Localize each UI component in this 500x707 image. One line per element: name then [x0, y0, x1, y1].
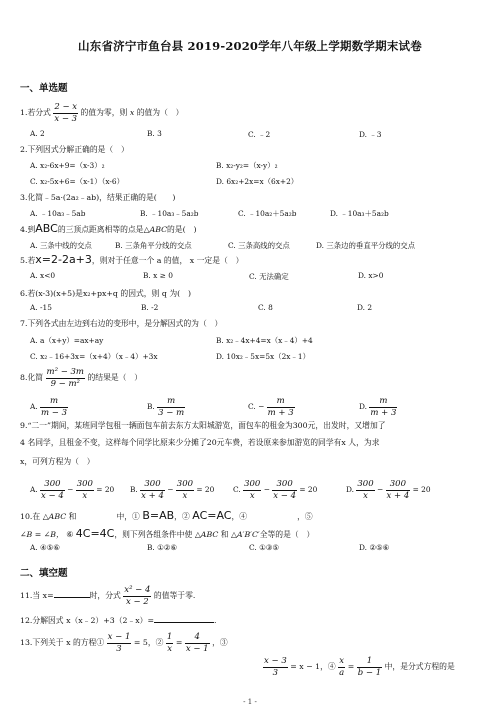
q10-option-b[interactable]: B. ①②⑥ — [147, 543, 178, 552]
q5-option-d[interactable]: D. x>0 — [358, 271, 384, 280]
question-1-stem: 1.若分式 $\frac{2 - x}{x - 3}$ 的值为零，则 x 的值为（ ） — [20, 102, 184, 124]
q4-option-b[interactable]: B. 三条角平分线的交点 — [115, 241, 192, 250]
question-13-line-2: $\frac{x - 3}{3}$ = x − 1，④ $\frac{x}{a}$ = $\frac{1}{b - 1}$ 中，是分式方程的是 — [264, 656, 455, 678]
q8-option-c[interactable]: C. − $\frac{m}{m + 3}$ — [248, 396, 294, 418]
question-12-stem: 12.分解因式 x（x﹣2）+3（2﹣x）= . — [20, 616, 217, 625]
q2-option-b[interactable]: B. x₂-y₂=（x-y）₂ — [216, 161, 278, 170]
q2-option-d[interactable]: D. 6x₂+2x=x（6x+2） — [216, 177, 299, 186]
question-7-stem: 7.下列各式由左边到右边的变形中，是分解因式的为（ ） — [20, 319, 223, 328]
question-6-stem: 6.若(x-3)(x+5)是x₂+px+q 的因式，则 q 为( ) — [20, 289, 192, 298]
q8-fraction: $\frac{\text{m² − 3m}}{\text{9 − m²}}$ — [46, 367, 84, 389]
q1-option-a[interactable]: A. 2 — [30, 129, 45, 138]
q9-option-a[interactable]: A. $\frac{300}{x - 4}$ − $\frac{300}{x}$ = 20 — [30, 479, 115, 501]
q8-option-d[interactable]: D. $\frac{m}{m + 3}$ — [359, 396, 397, 418]
q2-option-a[interactable]: A. x₂-6x+9=（x-3）₂ — [30, 161, 105, 170]
q12-answer-blank[interactable] — [154, 614, 214, 623]
section-fill-in: 二、填空题 — [20, 568, 68, 579]
q4-option-a[interactable]: A. 三条中线的交点 — [30, 241, 92, 250]
question-8-stem: 8.化简 $\frac{\text{m² − 3m}}{\text{9 − m²}}$ 的结果是（ ） — [20, 367, 143, 389]
q7-option-c[interactable]: C. x₂﹣16+3x=（x+4）（x﹣4）+3x — [30, 352, 158, 361]
q5-option-c[interactable]: C. 无法确定 — [249, 272, 289, 281]
q9-option-d[interactable]: D. $\frac{300}{x}$ − $\frac{300}{x + 4}$ = 20 — [346, 479, 431, 501]
page-number: - 1 - — [243, 698, 257, 706]
q2-option-c[interactable]: C. x₂-5x+6=（x-1）（x-6） — [30, 177, 125, 186]
q3-option-b[interactable]: B. ﹣10a₃﹣5a₂b — [140, 209, 199, 218]
q3-option-c[interactable]: C. ﹣10a₂＋5a₂b — [238, 209, 297, 218]
q4-option-c[interactable]: C. 三条高线的交点 — [228, 241, 290, 250]
exam-title: 山东省济宁市鱼台县 2019-2020学年八年级上学期数学期末试卷 — [78, 39, 422, 53]
q10-option-c[interactable]: C. ①③⑤ — [249, 543, 279, 552]
question-4-stem: 4.到ABC的三顶点距离相等的点是△ABC的是( ) — [20, 222, 197, 235]
q3-option-d[interactable]: D. ﹣10a₃＋5a₂b — [330, 209, 389, 218]
q6-option-b[interactable]: B. -2 — [141, 303, 159, 312]
q6-option-a[interactable]: A. -15 — [30, 303, 52, 312]
question-5-stem: 5.若x=2-2a+3，则对于任意一个 a 的值， x 一定是（ ） — [20, 253, 244, 266]
q9-option-b[interactable]: B. $\frac{300}{x + 4}$ − $\frac{300}{x}$ = 20 — [130, 479, 215, 501]
question-3-stem: 3.化简﹣5a·(2a₂﹣ab)，结果正确的是( ) — [20, 193, 176, 202]
question-10-line-2: ∠B = ∠B， ⑥ 4C=4C，则下列各组条件中使 △ABC 和 △A′B′C′全等的是（ ） — [20, 527, 315, 540]
q11-answer-blank[interactable] — [54, 589, 90, 598]
q6-option-c[interactable]: C. 8 — [258, 303, 273, 312]
q7-option-b[interactable]: B. x₂﹣4x+4=x（x﹣4）+4 — [216, 336, 313, 345]
q1-option-c[interactable]: C. ﹣2 — [248, 130, 271, 139]
question-13-line-1: 13.下列关于 x 的方程① $\frac{x - 1}{3}$ = 5，② $\frac{1}{x}$ = $\frac{4}{x - 1}$ ，③ — [20, 632, 228, 654]
q1-fraction: $\frac{2 - x}{x - 3}$ — [54, 102, 78, 124]
q10-option-d[interactable]: D. ②⑤⑥ — [359, 543, 390, 552]
question-11-stem: 11.当 x= 时，分式 $\frac{\text{x² − 4}}{x - 2}$ 的值等于零. — [20, 585, 196, 607]
q8-option-b[interactable]: B. $\frac{m}{3 - m}$ — [147, 396, 185, 418]
section-single-choice: 一、单选题 — [20, 83, 68, 94]
q1-option-b[interactable]: B. 3 — [147, 129, 162, 138]
question-9-line-2: 4 名同学，且租金不变，这样每个同学比原来少分摊了20元车费，若设原来参加游览的同学有x 人，为求 — [20, 438, 380, 447]
q6-option-d[interactable]: D. 2 — [357, 303, 373, 312]
question-2-stem: 2.下列因式分解正确的是（ ） — [20, 145, 129, 154]
q7-option-a[interactable]: A. a（x+y）=ax+ay — [30, 336, 104, 345]
q3-option-a[interactable]: A. ﹣10a₃﹣5ab — [30, 209, 86, 218]
q10-option-a[interactable]: A. ④⑤⑥ — [30, 543, 60, 552]
q9-option-c[interactable]: C. $\frac{300}{x}$ − $\frac{300}{x - 4}$ = 20 — [233, 479, 318, 501]
q5-option-a[interactable]: A. x<0 — [30, 271, 56, 280]
q8-option-a[interactable]: A. $\frac{m}{m - 3}$ — [30, 396, 68, 418]
question-9-line-1: 9.“二一”期间，某班同学包租一辆面包车前去东方太阳城游览，面包车的租金为300元，出发时，又增加了 — [20, 421, 386, 430]
q5-option-b[interactable]: B. x ≥ 0 — [143, 271, 173, 280]
q1-option-d[interactable]: D. ﹣3 — [359, 130, 382, 139]
q4-option-d[interactable]: D. 三条边的垂直平分线的交点 — [316, 241, 416, 250]
question-9-line-3: x，可列方程为（ ） — [20, 457, 95, 466]
question-10-line-1: 10.在 △ABC 和 中，① B=AB，② AC=AC，④ ，⑤ — [20, 509, 313, 522]
q7-option-d[interactable]: D. 10x₂﹣5x=5x（2x﹣1） — [216, 352, 310, 361]
